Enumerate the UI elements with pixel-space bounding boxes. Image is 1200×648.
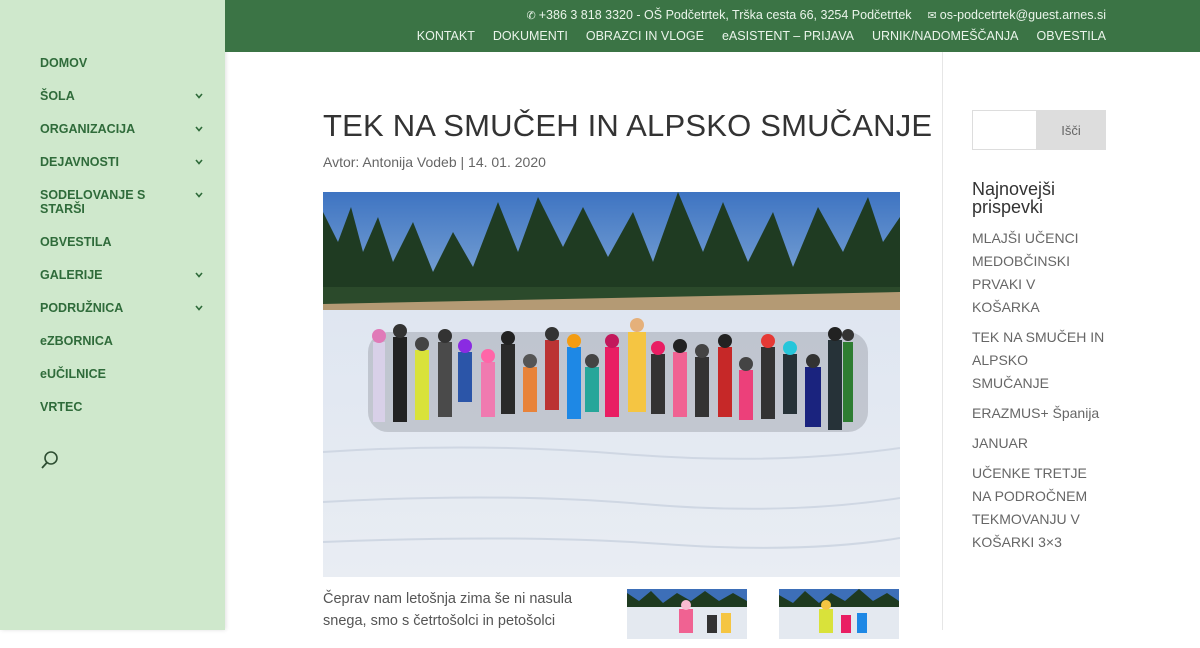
sidebar-item-label: DEJAVNOSTI (40, 155, 119, 169)
recent-posts-list (972, 227, 1106, 554)
sidebar-item-label: ORGANIZACIJA (40, 122, 136, 136)
top-nav (399, 29, 1106, 43)
main-nav (40, 56, 210, 433)
envelope-icon: ✉ (927, 9, 937, 22)
recent-post-link[interactable]: MLAJŠI UČENCI MEDOBČINSKI PRVAKI V KOŠARKA (972, 230, 1079, 315)
sidebar-item-label: eZBORNICA (40, 334, 113, 348)
sidebar-item-sodelovanje-s-starši[interactable] (40, 188, 210, 235)
post-meta: Avtor: Antonija Vodeb | 14. 01. 2020 (323, 154, 546, 170)
chevron-down-icon[interactable] (194, 303, 204, 313)
sidebar-item-label: PODRUŽNICA (40, 301, 124, 315)
post-title: TEK NA SMUČEH IN ALPSKO SMUČANJE (323, 108, 933, 143)
sidebar-item-šola[interactable] (40, 89, 210, 122)
recent-post-link[interactable]: TEK NA SMUČEH IN ALPSKO SMUČANJE (972, 329, 1105, 391)
top-nav-link[interactable]: URNIK/NADOMEŠČANJA (871, 29, 1019, 43)
right-sidebar (972, 52, 1106, 561)
gallery-thumbnail[interactable] (627, 589, 747, 639)
recent-post-link[interactable]: ERAZMUS+ Španija (972, 405, 1100, 421)
search-icon[interactable] (40, 450, 60, 470)
top-nav-link[interactable]: OBRAZCI IN VLOGE (585, 29, 704, 43)
sidebar-item-ezbornica[interactable] (40, 334, 210, 367)
sidebar-item-label: eUČILNICE (40, 367, 106, 381)
sidebar-item-vrtec[interactable] (40, 400, 210, 433)
sidebar-item-label: VRTEC (40, 400, 83, 414)
top-nav-link[interactable]: KONTAKT (416, 29, 475, 43)
content-divider (942, 52, 943, 630)
sidebar-item-label: DOMOV (40, 56, 88, 70)
sidebar-item-obvestila[interactable] (40, 235, 210, 268)
sidebar-item-label: OBVESTILA (40, 235, 112, 249)
post-body (323, 588, 900, 648)
sidebar-item-label: GALERIJE (40, 268, 103, 282)
top-nav-link[interactable]: eASISTENT – PRIJAVA (721, 29, 854, 43)
phone-text: +386 3 818 3320 - OŠ Podčetrtek, Trška cesta 66, 3254 Podčetrtek (538, 8, 912, 22)
sidebar-item-domov[interactable] (40, 56, 210, 89)
sidebar-item-label: SODELOVANJE S STARŠI (40, 188, 146, 216)
search-button[interactable]: Išči (1036, 110, 1106, 150)
contact-line (527, 8, 1106, 22)
chevron-down-icon[interactable] (194, 190, 204, 200)
sidebar-item-eučilnice[interactable] (40, 367, 210, 400)
email-link[interactable]: os-podcetrtek@guest.arnes.si (939, 8, 1106, 22)
search-input[interactable] (972, 110, 1036, 150)
chevron-down-icon[interactable] (194, 270, 204, 280)
hero-photo[interactable] (323, 192, 900, 577)
recent-post-link[interactable]: JANUAR (972, 435, 1029, 451)
top-bar (225, 0, 1200, 52)
sidebar-item-galerije[interactable] (40, 268, 210, 301)
sidebar-item-organizacija[interactable] (40, 122, 210, 155)
chevron-down-icon[interactable] (194, 157, 204, 167)
sidebar-item-dejavnosti[interactable] (40, 155, 210, 188)
phone-icon: ✆ (526, 9, 536, 22)
post-excerpt: Čeprav nam letošnja zima še ni nasula snega, smo s četrtošolci in petošolci (323, 591, 573, 629)
post-content (323, 52, 933, 648)
recent-posts-title: Najnovejši prispevki (972, 179, 1056, 217)
chevron-down-icon[interactable] (194, 124, 204, 134)
recent-post-link[interactable]: UČENKE TRETJE NA PODROČNEM TEKMOVANJU V KOŠARKI 3×3 (972, 465, 1088, 550)
sidebar-item-label: ŠOLA (40, 89, 75, 103)
top-nav-link[interactable]: DOKUMENTI (492, 29, 568, 43)
top-nav-link[interactable]: OBVESTILA (1036, 29, 1106, 43)
left-sidebar (0, 0, 225, 630)
chevron-down-icon[interactable] (194, 91, 204, 101)
sidebar-item-podružnica[interactable] (40, 301, 210, 334)
search-form (972, 110, 1106, 150)
gallery-thumbnail[interactable] (779, 589, 899, 639)
